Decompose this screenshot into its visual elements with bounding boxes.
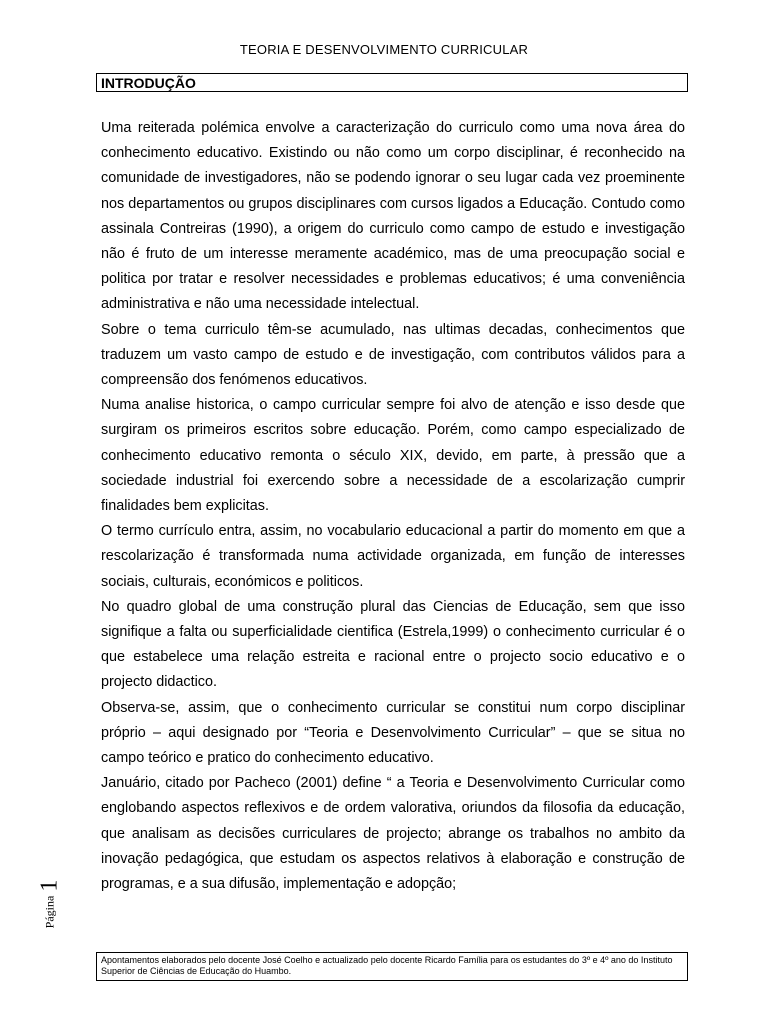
page-word: Página (42, 895, 57, 929)
paragraph: Observa-se, assim, que o conhecimento curricular se constitui num corpo disciplinar próprio – aqui designado por “Teoria e Desenvolvimento Curricular” – que se situa no campo teórico e pratico do conhecimento educativo. (101, 699, 685, 767)
paragraph: Uma reiterada polémica envolve a caracterização do curriculo como uma nova área do conhecimento educativo. Existindo ou não como um corpo disciplinar, é reconhecido na comunidade de investigadores, não se podendo ignorar o seu lugar cada vez proeminente nos departamentos ou grupos disciplinares com cursos ligados a Educação. Contudo como assinala Contreiras (1990), a origem do curriculo como campo de estudo e investigação não é fruto de um interesse meramente académico, mas de uma preocupação social e politica por tratar e resolver necessidades e problemas educativos; é uma conveniência administrativa e não uma necessidade intelectual. (101, 120, 685, 313)
paragraph: No quadro global de uma construção plural das Ciencias de Educação, sem que isso signifique a falta ou superficialidade cientifica (Estrela,1999) o conhecimento curricular é o que estabelece uma relação estreita e racional entre o projecto socio educativo e o projecto didactico. (101, 598, 685, 691)
footer-note: Apontamentos elaborados pelo docente José Coelho e actualizado pelo docente Ricardo Família para os estudantes do 3º e 4º ano do Instituto Superior de Ciências de Educação do Huambo. (96, 952, 688, 981)
body-text (101, 116, 685, 897)
section-title: INTRODUÇÃO (101, 75, 196, 91)
page-number: 1 (36, 879, 63, 892)
page-number-label (37, 880, 64, 929)
paragraph: Numa analise historica, o campo curricular sempre foi alvo de atenção e isso desde que surgiram os primeiros escritos sobre educação. Porém, como campo especializado de conhecimento educativo remonta o século XIX, devido, em parte, à pressão que a sociedade industrial foi exercendo sobre a necessidade de a escolarização cumprir finalidades bem explicitas. (101, 397, 685, 515)
section-heading-box (96, 73, 688, 92)
paragraph: Januário, citado por Pacheco (2001) define “ a Teoria e Desenvolvimento Curricular como englobando aspectos reflexivos e de ordem valorativa, oriundos da filosofia da educação, que analisam as decisões curriculares de projecto; abrange os trabalhos no ambito da inovação pedagógica, que estudam os aspectos relativos à elaboração e construção de programas, e a sua difusão, implementação e adopção; (101, 775, 685, 893)
page-header: TEORIA E DESENVOLVIMENTO CURRICULAR (239, 42, 529, 57)
paragraph: Sobre o tema curriculo têm-se acumulado, nas ultimas decadas, conhecimentos que traduzem um vasto campo de estudo e de investigação, com contributos válidos para a compreensão dos fenómenos educativos. (101, 321, 685, 389)
paragraph: O termo currículo entra, assim, no vocabulario educacional a partir do momento em que a rescolarização é transformada numa actividade organizada, em função de interesses sociais, culturais, económicos e politicos. (101, 523, 685, 590)
